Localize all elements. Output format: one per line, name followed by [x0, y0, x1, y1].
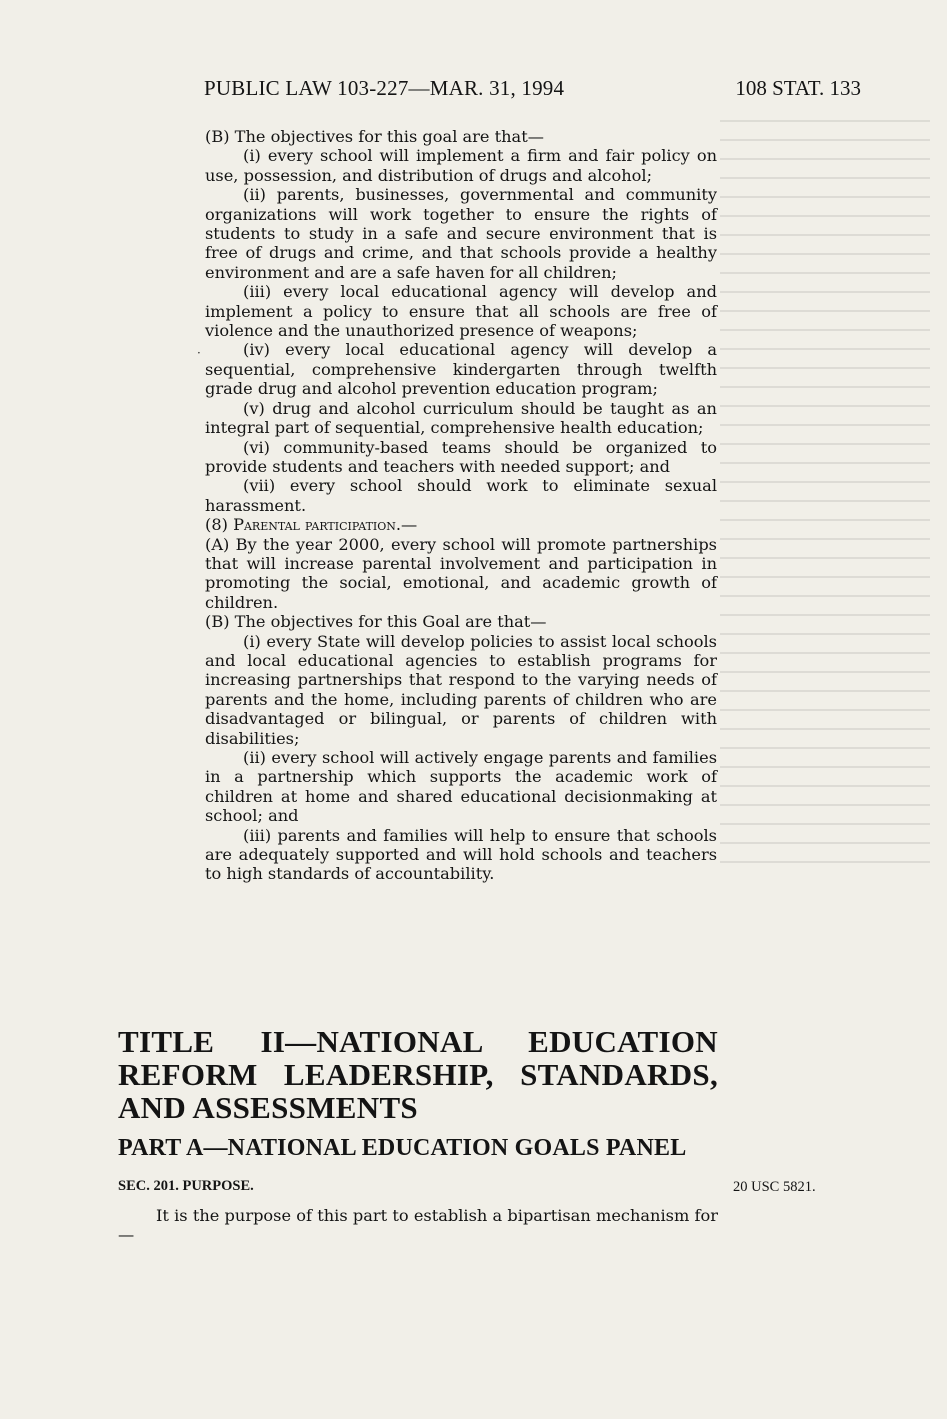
parental-participation-list [205, 535, 717, 884]
main-body-text [205, 127, 717, 884]
paragraph: (iv) every local educational agency will develop a sequential, comprehensive kindergarten through twelfth grade drug and alcohol prevention education program; [205, 340, 717, 399]
stray-dot-mark: · [197, 346, 201, 360]
paragraph: (A) By the year 2000, every school will promote partnerships that will increase parental involvement and participation in promoting the social, emotional, and academic growth of children. [205, 534, 717, 612]
section-8-number: (8) [205, 515, 234, 535]
paragraph: (vi) community-based teams should be organized to provide students and teachers with needed support; and [205, 437, 717, 476]
running-head: PUBLIC LAW 103-227—MAR. 31, 1994 [204, 76, 565, 100]
paragraph: (i) every State will develop policies to assist local schools and local educational agencies to establish programs for increasing partnerships that respond to the varying needs of parents and the home, including parents of children who are disadvantaged or bilingual, or parents of children with disabilities; [205, 631, 717, 748]
section-8-title: Parental participation.— [233, 515, 418, 535]
goal-objectives-list [205, 127, 717, 515]
title-heading: TITLE II—NATIONAL EDUCATION REFORM LEADERSHIP, STANDARDS, AND ASSESSMENTS [118, 1024, 718, 1125]
paragraph: (v) drug and alcohol curriculum should be taught as an integral part of sequential, comprehensive health education; [205, 398, 717, 438]
usc-margin-note: 20 USC 5821. [733, 1179, 816, 1195]
paragraph: (i) every school will implement a firm and fair policy on use, possession, and distribution of drugs and alcohol; [205, 146, 717, 185]
paragraph: (iii) every local educational agency will develop and implement a policy to ensure that all schools are free of violence and the unauthorized presence of weapons; [205, 282, 717, 341]
paragraph: (B) The objectives for this goal are that— [205, 127, 544, 146]
paragraph: (ii) parents, businesses, governmental and community organizations will work together to ensure the rights of students to study in a safe and secure environment that is free of drugs and crime, and that schools provide a healthy environment and are a safe haven for all children; [205, 185, 717, 282]
paragraph: (B) The objectives for this Goal are that— [205, 612, 547, 632]
paragraph: (vii) every school should work to eliminate sexual harassment. [205, 476, 717, 515]
section-heading: SEC. 201. PURPOSE. [118, 1178, 254, 1194]
section-8-heading [205, 515, 717, 534]
paragraph: (ii) every school will actively engage parents and families in a partnership which supports the academic work of children at home and shared educational decisionmaking at school; and [205, 748, 717, 826]
show-through-texture [720, 120, 930, 920]
paragraph: (iii) parents and families will help to ensure that schools are adequately supported and will hold schools and teachers to high standards of accountability. [205, 825, 717, 884]
statute-page-reference: 108 STAT. 133 [735, 76, 861, 100]
purpose-paragraph: It is the purpose of this part to establish a bipartisan mechanism for— [118, 1206, 718, 1245]
part-heading: PART A—NATIONAL EDUCATION GOALS PANEL [118, 1135, 687, 1161]
